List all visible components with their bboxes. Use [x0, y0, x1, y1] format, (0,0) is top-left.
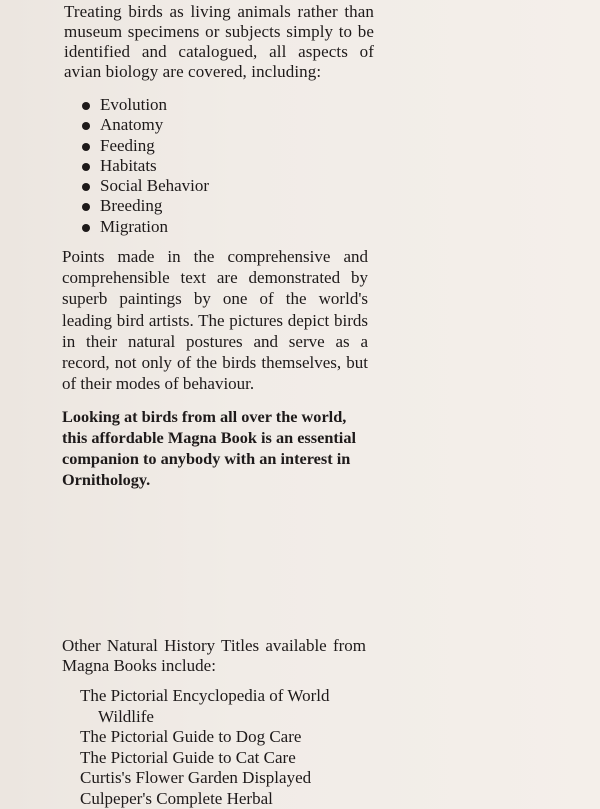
topic-label: Feeding	[100, 136, 155, 155]
topic-label: Social Behavior	[100, 176, 209, 195]
list-item	[78, 136, 209, 156]
list-item: The Pictorial Encyclopedia of World Wildlife	[80, 686, 388, 727]
list-item	[78, 196, 209, 216]
list-item: Culpeper's Complete Herbal	[80, 789, 388, 809]
bullet-icon	[82, 143, 90, 151]
list-item: The Pictorial Guide to Cat Care	[80, 748, 388, 769]
bullet-icon	[82, 122, 90, 130]
topic-label: Breeding	[100, 196, 162, 215]
bullet-icon	[82, 183, 90, 191]
topic-label: Evolution	[100, 95, 167, 114]
list-item	[78, 217, 209, 237]
list-item: The Pictorial Guide to Dog Care	[80, 727, 388, 748]
list-item	[78, 156, 209, 176]
list-item	[78, 176, 209, 196]
bullet-icon	[82, 203, 90, 211]
bullet-icon	[82, 102, 90, 110]
intro-paragraph: Treating birds as living animals rather than museum specimens or subjects simply to be identified and catalogued, all aspects of avian biology are covered, including:	[64, 2, 374, 82]
bullet-icon	[82, 224, 90, 232]
topic-label: Anatomy	[100, 115, 163, 134]
topics-list	[78, 95, 209, 237]
list-item	[78, 95, 209, 115]
list-item: Curtis's Flower Garden Displayed	[80, 768, 388, 789]
bullet-icon	[82, 163, 90, 171]
other-titles-list	[80, 686, 388, 809]
other-titles-heading: Other Natural History Titles available from Magna Books include:	[62, 636, 366, 676]
topic-label: Migration	[100, 217, 168, 236]
description-paragraph: Points made in the comprehensive and comprehensible text are demonstrated by superb paintings by one of the world's leading bird artists. The pictures depict birds in their natural postures and serve as a record, not only of the birds themselves, but of their modes of behaviour.	[62, 246, 368, 394]
list-item	[78, 115, 209, 135]
highlight-paragraph: Looking at birds from all over the world, this affordable Magna Book is an essential companion to anybody with an interest in Ornithology.	[62, 406, 374, 490]
topic-label: Habitats	[100, 156, 157, 175]
